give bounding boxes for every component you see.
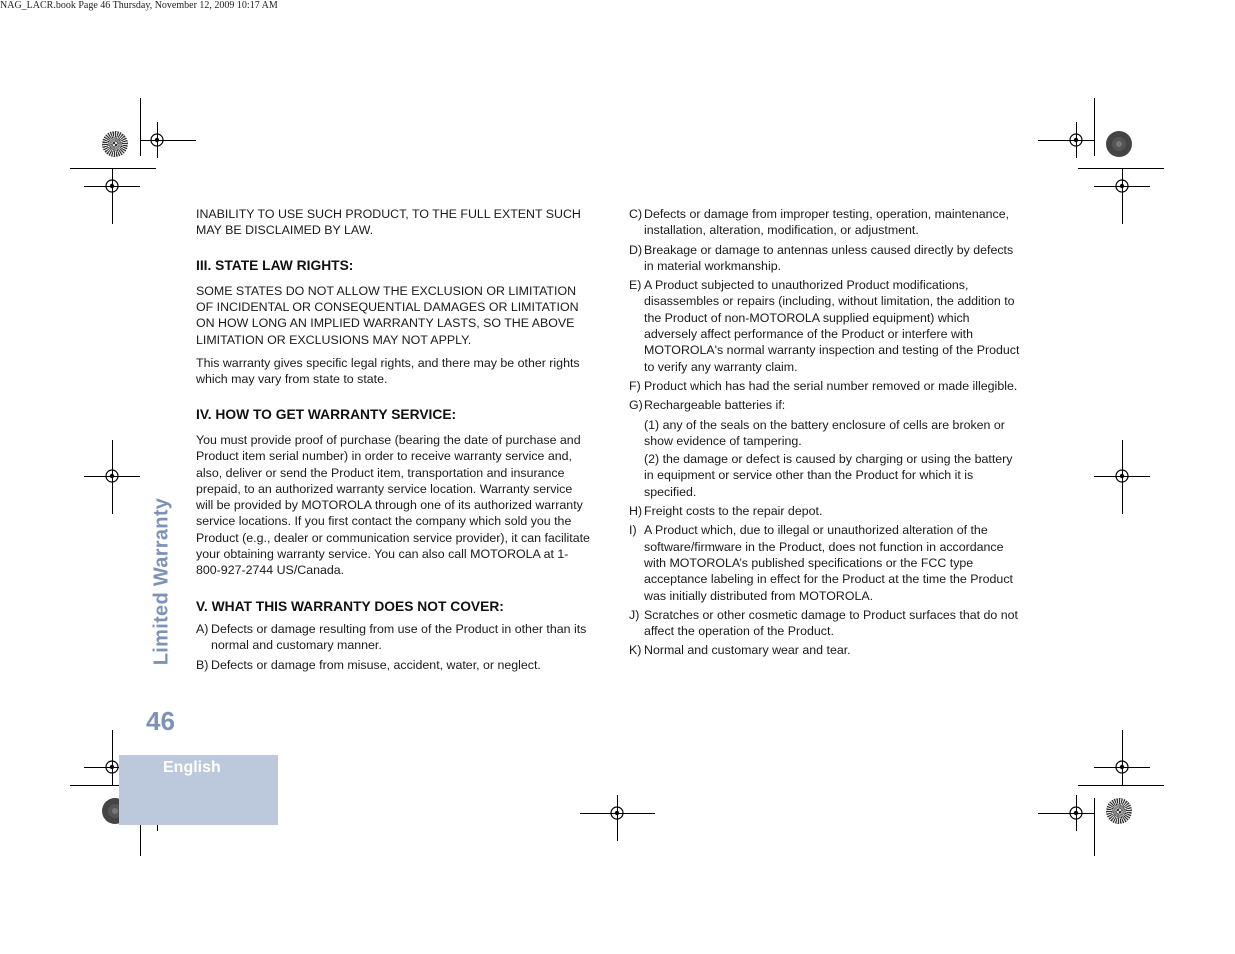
list-item <box>629 378 1025 394</box>
book-info-header: NAG_LACR.book Page 46 Thursday, November 12, 2009 10:17 AM <box>0 0 278 11</box>
list-item-label: K) <box>629 643 642 658</box>
list-item <box>629 397 1025 413</box>
list-item-label: E) <box>629 278 642 293</box>
left-column <box>196 206 592 676</box>
list-item-label: G) <box>629 398 643 413</box>
section-heading-not-covered: V. WHAT THIS WARRANTY DOES NOT COVER: <box>196 598 504 614</box>
list-item-label: C) <box>629 207 643 221</box>
state-law-paragraph: SOME STATES DO NOT ALLOW THE EXCLUSION OR LIMITATION OF INCIDENTAL OR CONSEQUENTIAL DAMAGES OR LIMITATION ON HOW LONG AN IMPLIED WARRANTY LASTS, SO THE ABOVE LIMITATION OR EXCLUSIONS MAY NOT APPLY. <box>196 283 579 347</box>
intro-paragraph: INABILITY TO USE SUCH PRODUCT, TO THE FULL EXTENT SUCH MAY BE DISCLAIMED BY LAW. <box>196 207 581 238</box>
list-item-text: Scratches or other cosmetic damage to Product surfaces that do not affect the operation of the Product. <box>644 607 1018 639</box>
registration-target-icon <box>103 177 121 195</box>
battery-sub-item: (1) any of the seals on the battery enclosure of cells are broken or show evidence of tampering. <box>644 417 1005 448</box>
list-item-label: B) <box>196 657 209 672</box>
page-number: 46 <box>146 706 175 736</box>
list-item-text: Product which has had the serial number removed or made illegible. <box>644 378 1018 393</box>
list-item-text: Breakage or damage to antennas unless caused directly by defects in material workmanship. <box>644 242 1014 273</box>
section-heading-state-law: III. STATE LAW RIGHTS: <box>196 257 354 273</box>
list-item-label: D) <box>629 242 643 257</box>
list-item <box>629 642 1025 658</box>
language-label: English <box>163 759 221 776</box>
list-item-text: Normal and customary wear and tear. <box>644 643 851 658</box>
warranty-service-paragraph: You must provide proof of purchase (bearing the date of purchase and Product item serial number) in order to receive warranty service and, also, deliver or send the Product item, transportation and insurance prepaid, to an authorized warranty service location. Warranty service will be provided by MOTOROLA through one of its authorized warranty service locations. If you first contact the company which sold you the Product (e.g., dealer or communication service provider), it can facilitate your obtaining warranty service. You can also call MOTOROLA at 1-800-927-2744 US/Canada. <box>196 432 590 578</box>
registration-target-icon <box>1113 758 1131 776</box>
registration-target-icon <box>1113 467 1131 485</box>
list-item <box>196 657 592 673</box>
registration-target-icon <box>1067 804 1085 822</box>
right-column <box>629 206 1025 662</box>
language-tab <box>119 755 278 825</box>
registration-target-icon <box>1113 177 1131 195</box>
list-item-text: Rechargeable batteries if: <box>644 398 786 413</box>
list-item-label: F) <box>629 378 641 393</box>
list-item <box>629 277 1025 375</box>
list-item-text: Freight costs to the repair depot. <box>644 504 823 519</box>
list-item-text: Defects or damage from improper testing, operation, maintenance, installation, alteration, modification, or adjustment. <box>644 207 1010 238</box>
section-side-title: Limited Warranty <box>150 497 173 666</box>
list-item-text: A Product which, due to illegal or unauthorized alteration of the software/firmware in the Product, does not function in accordance with MOTOROLA’s published specifications or the FCC type acceptance labeling in effect for the Product at the time the Product was initially distributed from MOTOROLA. <box>644 523 1013 603</box>
color-rosette-icon <box>102 131 128 157</box>
list-item-label: A) <box>196 621 209 636</box>
section-heading-warranty-service: IV. HOW TO GET WARRANTY SERVICE: <box>196 406 457 422</box>
list-item-label: H) <box>629 504 643 519</box>
list-item-text: Defects or damage resulting from use of the Product in other than its normal and customary manner. <box>211 621 587 653</box>
registration-target-icon <box>148 131 166 149</box>
registration-target-icon <box>608 804 626 822</box>
battery-sub-item: (2) the damage or defect is caused by charging or using the battery in equipment or service other than the Product for which it is specified. <box>644 452 1013 499</box>
list-item <box>629 607 1025 640</box>
list-item <box>629 242 1025 275</box>
list-item <box>196 621 592 654</box>
list-item-text: A Product subjected to unauthorized Product modifications, disassembles or repairs (including, without limitation, the addition to the Product of non-MOTOROLA supplied equipment) which adversely affect performance of the Product or interfere with MOTOROLA's normal warranty inspection and testing of the Product to verify any warranty claim. <box>644 278 1020 374</box>
list-item <box>629 206 1025 239</box>
registration-target-icon <box>1067 131 1085 149</box>
color-rosette-icon <box>1106 798 1132 824</box>
list-item-label: I) <box>629 523 637 538</box>
list-item-label: J) <box>629 607 640 622</box>
list-item <box>629 522 1025 603</box>
list-item-text: Defects or damage from misuse, accident, water, or neglect. <box>211 657 541 672</box>
registration-target-icon <box>103 467 121 485</box>
state-law-paragraph: This warranty gives specific legal rights, and there may be other rights which may vary from state to state. <box>196 356 580 387</box>
color-rosette-icon <box>1106 131 1132 157</box>
list-item <box>629 503 1025 519</box>
